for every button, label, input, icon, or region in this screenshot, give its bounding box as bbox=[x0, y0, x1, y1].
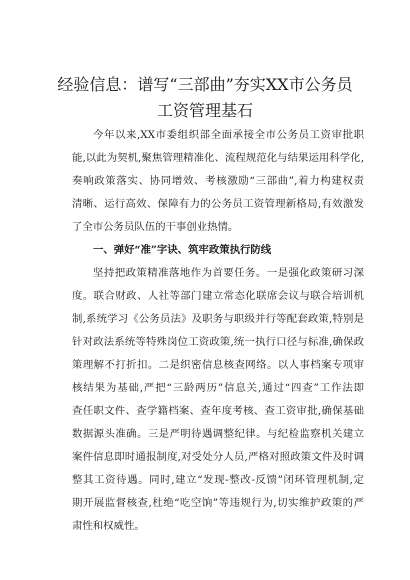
section-paragraph bbox=[72, 262, 364, 538]
paragraph-line: 查任职文件、查学籍档案、查年度考核、查工资审批,确保基础 bbox=[72, 405, 364, 417]
title-line: 经验信息：谱写“三部曲”夯实XX市公务员 bbox=[57, 75, 353, 94]
paragraph-line: 核结果为基础,严把“三龄两历”信息关,通过“四查”工作法即 bbox=[72, 382, 364, 394]
paragraph-line: 度。联合财政、人社等部门建立常态化联席会议与联合培训机 bbox=[72, 290, 364, 302]
paragraph-line: 案件信息即时通报制度,对受处分人员,严格对照政策文件及时调 bbox=[72, 451, 364, 463]
paragraph-line: 奏响政策落实、协同增效、考核激励“三部曲”,着力构建权责 bbox=[72, 175, 364, 187]
paragraph-line: 期开展监督核查,杜绝“吃空饷”等违规行为,切实维护政策的严 bbox=[72, 497, 364, 509]
paragraph-line: 今年以来,XX市委组织部全面承接全市公务员工资审批职 bbox=[93, 129, 364, 141]
paragraph-line: 制,系统学习《公务员法》及职务与职级并行等配套政策,特别是 bbox=[72, 313, 364, 325]
document-body bbox=[72, 124, 364, 538]
paragraph-line: 整其工资待遇。同时,建立“发现-整改-反馈”闭环管理机制,定 bbox=[72, 474, 364, 486]
intro-paragraph bbox=[72, 124, 364, 239]
section-heading: 一、弹好“准”字诀、筑牢政策执行防线 bbox=[93, 244, 272, 256]
paragraph-line: 肃性和权威性。 bbox=[72, 520, 145, 532]
paragraph-line: 清晰、运行高效、保障有力的公务员工资管理新格局,有效激发 bbox=[72, 198, 364, 210]
paragraph-line: 策理解不打折扣。二是织密信息核查网络。以人事档案专项审 bbox=[72, 359, 364, 371]
paragraph-line: 数据源头准确。三是严明待遇调整纪律。与纪检监察机关建立 bbox=[72, 428, 364, 440]
paragraph-line: 坚持把政策精准落地作为首要任务。一是强化政策研习深 bbox=[93, 267, 364, 279]
document-title bbox=[40, 72, 370, 124]
paragraph-line: 针对政法系统等特殊岗位工资政策,统一执行口径与标准,确保政 bbox=[72, 336, 364, 348]
paragraph-line: 了全市公务员队伍的干事创业热情。 bbox=[72, 221, 239, 233]
title-line: 工资管理基石 bbox=[156, 101, 253, 120]
paragraph-line: 能,以此为契机,聚焦管理精准化、流程规范化与结果运用科学化, bbox=[72, 152, 364, 164]
